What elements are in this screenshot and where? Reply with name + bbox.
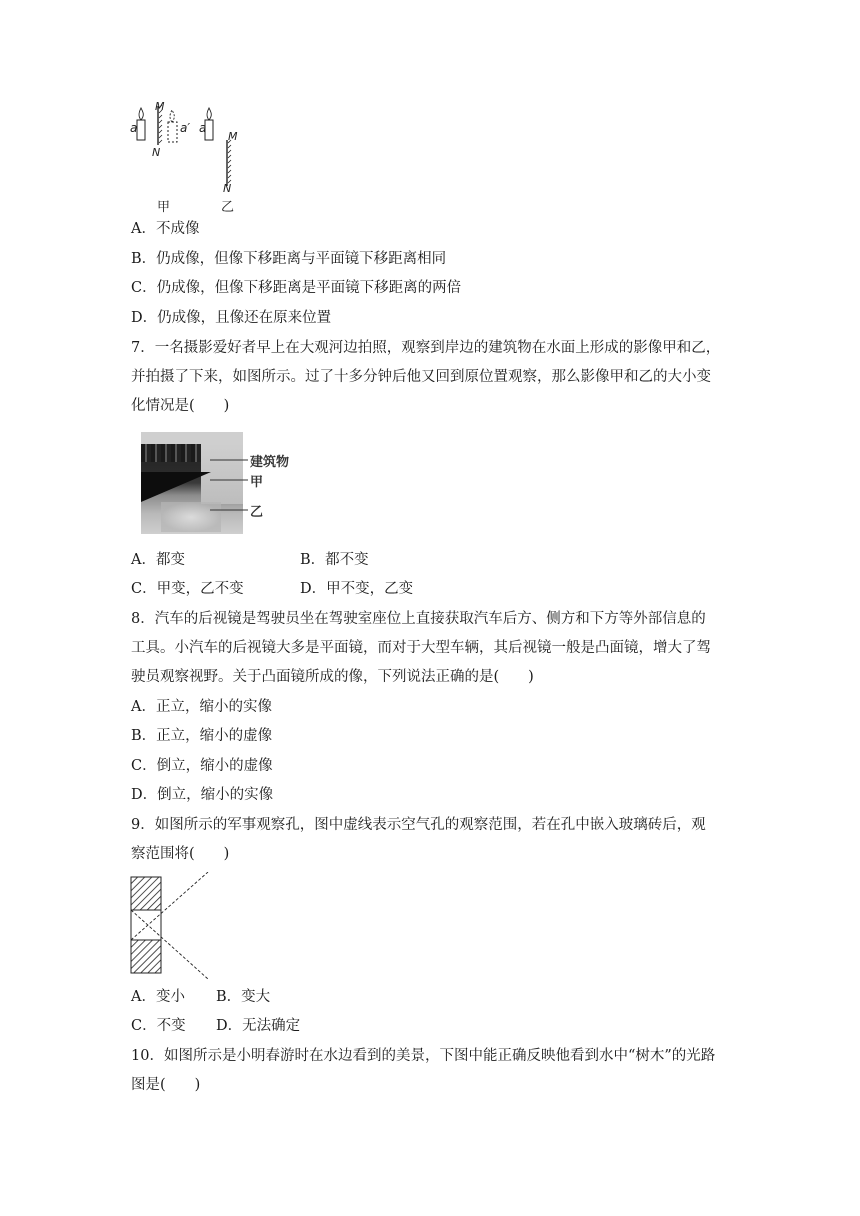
wall-upper	[131, 877, 161, 910]
label-a-prime: a′	[180, 121, 191, 135]
q6-option-a: A．不成像	[131, 221, 200, 237]
q8-option-b: B．正立，缩小的虚像	[131, 728, 273, 744]
label-a: a	[130, 121, 138, 135]
q8-line-1: 8．汽车的后视镜是驾驶员坐在驾驶室座位上直接获取汽车后方、侧方和下方等外部信息的	[131, 611, 706, 627]
q7-line-3: 化情况是( )	[131, 398, 230, 414]
label-a2: a	[199, 121, 207, 135]
q9-option-b: B．变大	[216, 989, 271, 1005]
q9-line-1: 9．如图所示的军事观察孔，图中虚线表示空气孔的观察范围，若在孔中嵌入玻璃砖后，观	[131, 817, 706, 833]
caption-left: 甲	[157, 200, 171, 215]
label-n1: N	[152, 146, 161, 159]
q6-option-c: C．仍成像，但像下移距离是平面镜下移距离的两倍	[131, 280, 462, 296]
label-m2: M	[228, 130, 238, 143]
q10-line-1: 10．如图所示是小明春游时在水边看到的美景，下图中能正确反映他看到水中“树木”的光路	[131, 1048, 716, 1064]
q8-option-c: C．倒立，缩小的虚像	[131, 758, 273, 774]
q9-option-a: A．变小	[131, 989, 185, 1005]
candle-a-prime	[168, 122, 177, 142]
q7-option-c: C．甲变，乙不变	[131, 581, 244, 597]
photo-label-yi: 乙	[250, 505, 264, 520]
wall-lower	[131, 940, 161, 973]
label-m1: M	[155, 100, 165, 113]
caption-right: 乙	[221, 200, 235, 215]
q10-line-2: 图是( )	[131, 1077, 201, 1093]
photo-leader-lines	[200, 450, 250, 520]
q8-option-a: A．正立，缩小的实像	[131, 699, 272, 715]
q9-option-c: C．不变	[131, 1018, 186, 1034]
q7-option-d: D．甲不变，乙变	[300, 581, 414, 597]
q9-line-2: 察范围将( )	[131, 846, 230, 862]
candle-a	[137, 120, 145, 140]
q7-line-2: 并拍摄了下来，如图所示。过了十多分钟后他又回到原位置观察，那么影像甲和乙的大小变	[131, 369, 711, 385]
label-n2: N	[223, 182, 232, 195]
photo-label-building: 建筑物	[250, 455, 290, 470]
q9-option-d: D．无法确定	[216, 1018, 301, 1034]
q7-option-b: B．都不变	[300, 552, 369, 568]
q6-option-b: B．仍成像，但像下移距离与平面镜下移距离相同	[131, 251, 447, 267]
q8-line-2: 工具。小汽车的后视镜大多是平面镜，而对于大型车辆，其后视镜一般是凸面镜，增大了驾	[131, 640, 711, 656]
observation-hole-diagram	[128, 872, 214, 982]
q7-line-1: 7．一名摄影爱好者早上在大观河边拍照，观察到岸边的建筑物在水面上形成的影像甲和乙，	[131, 340, 721, 356]
q6-option-d: D．仍成像，且像还在原来位置	[131, 310, 332, 326]
q8-line-3: 驶员观察视野。关于凸面镜所成的像，下列说法正确的是( )	[131, 669, 534, 685]
q7-option-a: A．都变	[131, 552, 185, 568]
photo-label-jia: 甲	[250, 475, 264, 490]
flame-a	[139, 108, 143, 120]
q8-option-d: D．倒立，缩小的实像	[131, 787, 274, 803]
